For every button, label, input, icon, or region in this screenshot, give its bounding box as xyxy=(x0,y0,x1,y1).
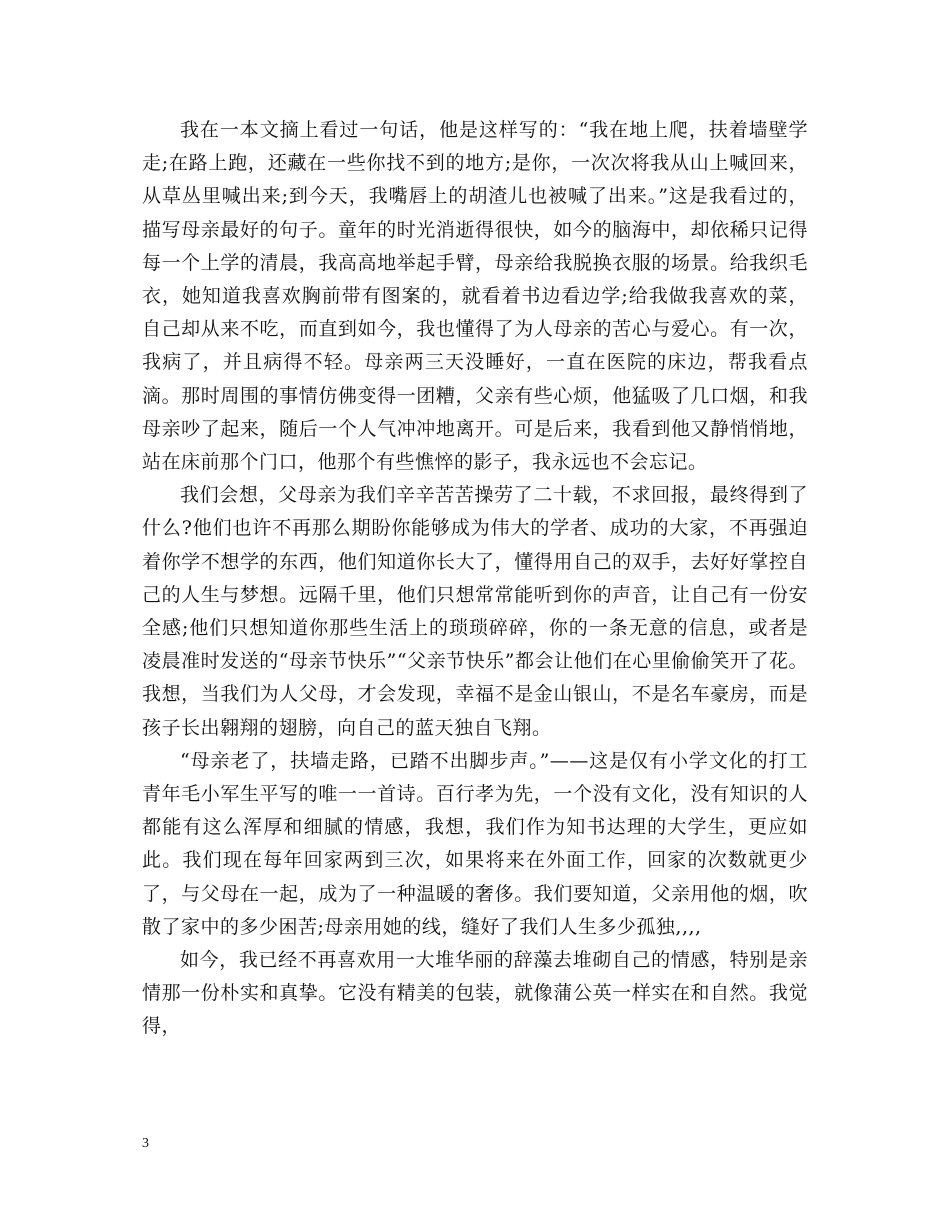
paragraph-4: 如今，我已经不再喜欢用一大堆华丽的辞藻去堆砌自己的情感，特别是亲情那一份朴实和真挚。它没有精美的包装，就像蒲公英一样实在和自然。我觉得， xyxy=(142,949,808,1038)
page-number: 3 xyxy=(142,1136,149,1151)
paragraph-1: 我在一本文摘上看过一句话，他是这样写的：“我在地上爬，扶着墙壁学走;在路上跑，还藏在一些你找不到的地方;是你，一次次将我从山上喊回来，从草丛里喊出来;到今天，我嘴唇上的胡渣儿也被喊了出来。”这是我看过的，描写母亲最好的句子。童年的时光消逝得很快，如今的脑海中，却依稀只记得每一个上学的清晨，我高高地举起手臂，母亲给我脱换衣服的场景。给我织毛衣，她知道我喜欢胸前带有图案的，就看着书边看边学;给我做我喜欢的菜，自己却从来不吃，而直到如今，我也懂得了为人母亲的苦心与爱心。有一次，我病了，并且病得不轻。母亲两三天没睡好，一直在医院的床边，帮我看点滴。那时周围的事情仿佛变得一团糟，父亲有些心烦，他猛吸了几口烟，和我母亲吵了起来，随后一个人气冲冲地离开。可是后来，我看到他又静悄悄地，站在床前那个门口，他那个有些憔悴的影子，我永远也不会忘记。 xyxy=(142,119,808,474)
paragraph-2: 我们会想，父母亲为我们辛辛苦苦操劳了二十载，不求回报，最终得到了什么?他们也许不再那么期盼你能够成为伟大的学者、成功的大家，不再强迫着你学不想学的东西，他们知道你长大了，懂得用自己的双手，去好好掌控自己的人生与梦想。远隔千里，他们只想常常能听到你的声音，让自己有一份安全感;他们只想知道你那些生活上的琐琐碎碎，你的一条无意的信息，或者是凌晨准时发送的“母亲节快乐”“父亲节快乐”都会让他们在心里偷偷笑开了花。我想，当我们为人父母，才会发现，幸福不是金山银山，不是名车豪房，而是孩子长出翱翔的翅膀，向自己的蓝天独自飞翔。 xyxy=(142,484,808,739)
body-text xyxy=(142,114,808,1044)
paragraph-3: “母亲老了，扶墙走路，已踏不出脚步声。”——这是仅有小学文化的打工青年毛小军生平写的唯一一首诗。百行孝为先，一个没有文化，没有知识的人都能有这么浑厚和细腻的情感，我想，我们作为知书达理的大学生，更应如此。我们现在每年回家两到三次，如果将来在外面工作，回家的次数就更少了，与父母在一起，成为了一种温暖的奢侈。我们要知道，父亲用他的烟，吹散了家中的多少困苦;母亲用她的线，缝好了我们人生多少孤独,,,, xyxy=(142,749,808,938)
